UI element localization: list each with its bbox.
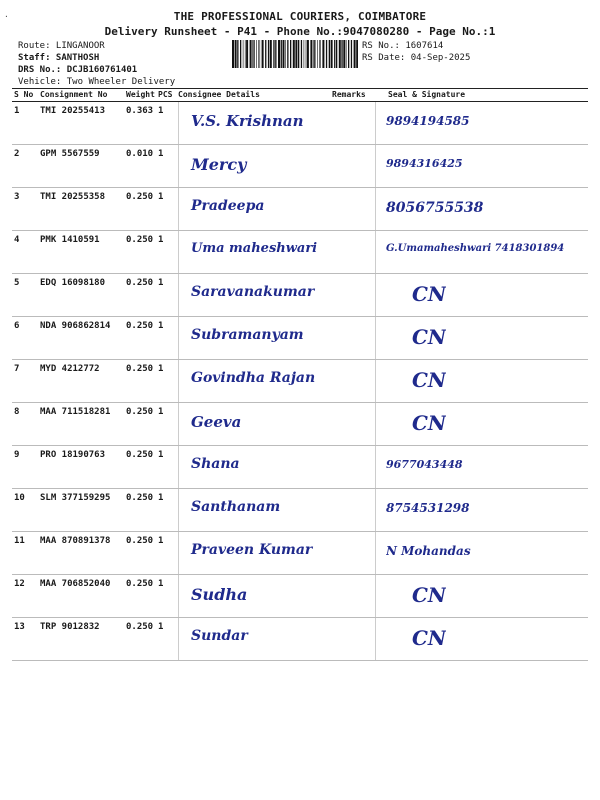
rs-date: RS Date: 04-Sep-2025 — [362, 53, 471, 63]
table-row — [12, 618, 588, 661]
cell-seal-signature — [375, 403, 588, 445]
col-sno: S No — [14, 90, 34, 99]
cell-weight: 0.250 — [126, 622, 154, 632]
handwritten-signature: 9677043448 — [386, 458, 463, 471]
cell-pcs: 1 — [158, 106, 164, 116]
handwritten-signature: 8056755538 — [386, 200, 484, 216]
barcode-bar — [351, 40, 352, 68]
cell-weight: 0.250 — [126, 235, 154, 245]
vehicle-label: Vehicle: Two Wheeler Delivery — [18, 77, 176, 87]
barcode-bar — [298, 40, 299, 68]
cell-sno: 10 — [14, 493, 25, 503]
barcode-bar — [307, 40, 309, 68]
cell-remarks — [333, 231, 375, 273]
barcode-bar — [275, 40, 276, 68]
cell-consignment: SLM 377159295 — [40, 493, 111, 503]
drs-label: DRS No.: DCJB160761401 — [18, 65, 138, 75]
handwritten-signature: CN — [412, 626, 447, 650]
handwritten-consignee-name: Sundar — [191, 628, 248, 644]
cell-weight: 0.250 — [126, 192, 154, 202]
barcode-bar — [317, 40, 318, 68]
cell-seal-signature — [375, 360, 588, 402]
cell-consignee — [178, 274, 333, 316]
cell-seal-signature — [375, 317, 588, 359]
barcode-bar — [268, 40, 269, 68]
barcode-bar — [301, 40, 302, 68]
cell-sno: 1 — [14, 106, 20, 116]
cell-seal-signature — [375, 145, 588, 187]
table-row — [12, 231, 588, 274]
table-header — [12, 88, 588, 102]
route-label: Route: LINGANOOR — [18, 41, 105, 51]
rs-number: RS No.: 1607614 — [362, 41, 444, 51]
rs-info — [362, 40, 470, 64]
barcode-bar — [237, 40, 238, 68]
barcode-bar — [336, 40, 337, 68]
barcode-bar — [235, 40, 237, 68]
barcode-bar — [293, 40, 295, 68]
handwritten-consignee-name: Mercy — [191, 155, 247, 174]
company-title: THE PROFESSIONAL COURIERS, COIMBATORE — [173, 10, 427, 23]
cell-consignment: PMK 1410591 — [40, 235, 100, 245]
cell-seal-signature — [375, 575, 588, 617]
cell-seal-signature — [375, 489, 588, 531]
handwritten-consignee-name: Geeva — [191, 413, 242, 431]
cell-weight: 0.250 — [126, 278, 154, 288]
cell-pcs: 1 — [158, 278, 164, 288]
barcode-bar — [354, 40, 356, 68]
barcode-bar — [319, 40, 320, 68]
cell-consignee — [178, 489, 333, 531]
cell-seal-signature — [375, 618, 588, 660]
handwritten-consignee-name: Uma maheshwari — [191, 241, 318, 256]
barcode-bar — [306, 40, 307, 68]
barcode-bar — [290, 40, 291, 68]
barcode-bar — [310, 40, 312, 68]
handwritten-consignee-name: Subramanyam — [191, 327, 304, 343]
barcode-bar — [339, 40, 341, 68]
cell-consignee — [178, 446, 333, 488]
barcode-bar — [258, 40, 259, 68]
barcode-bar — [314, 40, 315, 68]
barcode-bar — [273, 40, 274, 68]
cell-remarks — [333, 403, 375, 445]
cell-pcs: 1 — [158, 235, 164, 245]
handwritten-signature: G.Umamaheshwari 7418301894 — [386, 243, 565, 254]
cell-weight: 0.010 — [126, 149, 154, 159]
barcode-bar — [245, 40, 246, 68]
cell-pcs: 1 — [158, 493, 164, 503]
cell-weight: 0.250 — [126, 579, 154, 589]
barcode-bar — [285, 40, 286, 68]
cell-weight: 0.250 — [126, 364, 154, 374]
table-row — [12, 188, 588, 231]
cell-remarks — [333, 360, 375, 402]
cell-remarks — [333, 188, 375, 230]
handwritten-consignee-name: Govindha Rajan — [191, 370, 316, 386]
barcode-bar — [356, 40, 358, 68]
table-row — [12, 575, 588, 618]
cell-remarks — [333, 446, 375, 488]
handwritten-signature: CN — [412, 411, 447, 435]
cell-pcs: 1 — [158, 192, 164, 202]
cell-consignment: MAA 706852040 — [40, 579, 111, 589]
table-row — [12, 532, 588, 575]
cell-sno: 2 — [14, 149, 20, 159]
cell-consignment: TMI 20255358 — [40, 192, 106, 202]
barcode-bar — [232, 40, 234, 68]
barcode-bar — [329, 40, 330, 68]
cell-weight: 0.250 — [126, 493, 154, 503]
cell-remarks — [333, 102, 375, 144]
col-pcs: PCS — [158, 90, 173, 99]
cell-seal-signature — [375, 532, 588, 574]
barcode-bar — [331, 40, 333, 68]
cell-consignment: TMI 20255413 — [40, 106, 106, 116]
runsheet-header — [0, 10, 600, 38]
table-row — [12, 360, 588, 403]
cell-pcs: 1 — [158, 622, 164, 632]
cell-seal-signature — [375, 274, 588, 316]
handwritten-signature: N Mohandas — [386, 544, 471, 558]
cell-sno: 13 — [14, 622, 25, 632]
table-body — [12, 102, 588, 661]
barcode-bar — [260, 40, 261, 68]
cell-weight: 0.250 — [126, 321, 154, 331]
handwritten-consignee-name: Shana — [191, 456, 240, 472]
table-row — [12, 403, 588, 446]
barcode-bar — [326, 40, 327, 68]
cell-remarks — [333, 317, 375, 359]
handwritten-signature: CN — [412, 325, 447, 349]
staff-label: Staff: SANTHOSH — [18, 53, 100, 63]
barcode-bar — [270, 40, 272, 68]
table-row — [12, 102, 588, 145]
runsheet-table — [12, 88, 588, 661]
handwritten-signature: CN — [412, 368, 447, 392]
barcode-bar — [343, 40, 345, 68]
col-weight: Weight — [126, 90, 155, 99]
cell-sno: 7 — [14, 364, 20, 374]
cell-consignee — [178, 403, 333, 445]
handwritten-signature: 9894316425 — [386, 157, 463, 170]
cell-sno: 8 — [14, 407, 20, 417]
barcode-bar — [287, 40, 288, 68]
cell-sno: 4 — [14, 235, 20, 245]
barcode-bar — [313, 40, 314, 68]
cell-remarks — [333, 575, 375, 617]
barcode-bar — [281, 40, 282, 68]
cell-consignee — [178, 145, 333, 187]
runsheet-subtitle: Delivery Runsheet - P41 - Phone No.:9047080280 - Page No.:1 — [104, 25, 496, 38]
cell-consignee — [178, 188, 333, 230]
table-row — [12, 274, 588, 317]
cell-consignment: MAA 711518281 — [40, 407, 111, 417]
table-row — [12, 317, 588, 360]
barcode-bar — [253, 40, 254, 68]
col-consignment: Consignment No — [40, 90, 108, 99]
barcode-bar — [240, 40, 241, 68]
handwritten-signature: 9894194585 — [386, 114, 470, 128]
cell-consignment: EDQ 16098180 — [40, 278, 106, 288]
barcode-bar — [304, 40, 305, 68]
cell-sno: 11 — [14, 536, 25, 546]
cell-consignment: MYD 4212772 — [40, 364, 100, 374]
cell-consignee — [178, 231, 333, 273]
cell-seal-signature — [375, 188, 588, 230]
barcode-bar — [243, 40, 244, 68]
cell-sno: 9 — [14, 450, 20, 460]
cell-consignment: MAA 870891378 — [40, 536, 111, 546]
cell-weight: 0.363 — [126, 106, 154, 116]
barcode-bar — [295, 40, 297, 68]
cell-consignee — [178, 317, 333, 359]
cell-consignee — [178, 360, 333, 402]
cell-consignee — [178, 102, 333, 144]
barcode-bar — [278, 40, 280, 68]
cell-consignee — [178, 618, 333, 660]
handwritten-consignee-name: Saravanakumar — [191, 284, 315, 300]
barcode-bar — [283, 40, 285, 68]
barcode-bar — [322, 40, 324, 68]
cell-consignee — [178, 575, 333, 617]
barcode-bar — [256, 40, 257, 68]
barcode — [232, 40, 358, 68]
route-info — [18, 40, 175, 88]
cell-consignment: NDA 906862814 — [40, 321, 111, 331]
corner-mark: · — [4, 12, 9, 21]
cell-consignment: PRO 18190763 — [40, 450, 106, 460]
cell-sno: 3 — [14, 192, 20, 202]
barcode-bar — [348, 40, 349, 68]
cell-consignment: GPM 5567559 — [40, 149, 100, 159]
cell-remarks — [333, 532, 375, 574]
cell-seal-signature — [375, 231, 588, 273]
barcode-bar — [341, 40, 342, 68]
barcode-bar — [265, 40, 266, 68]
table-row — [12, 145, 588, 188]
handwritten-signature: 8754531298 — [386, 501, 470, 515]
cell-consignee — [178, 532, 333, 574]
cell-sno: 6 — [14, 321, 20, 331]
cell-pcs: 1 — [158, 407, 164, 417]
handwritten-signature: CN — [412, 583, 447, 607]
col-remarks: Remarks — [332, 90, 366, 99]
cell-remarks — [333, 489, 375, 531]
cell-sno: 5 — [14, 278, 20, 288]
cell-weight: 0.250 — [126, 407, 154, 417]
cell-remarks — [333, 618, 375, 660]
barcode-bar — [334, 40, 335, 68]
cell-seal-signature — [375, 102, 588, 144]
cell-remarks — [333, 274, 375, 316]
table-row — [12, 446, 588, 489]
cell-sno: 12 — [14, 579, 25, 589]
cell-pcs: 1 — [158, 364, 164, 374]
cell-pcs: 1 — [158, 321, 164, 331]
handwritten-consignee-name: Santhanam — [191, 499, 281, 515]
cell-pcs: 1 — [158, 149, 164, 159]
handwritten-consignee-name: Sudha — [191, 585, 248, 604]
cell-pcs: 1 — [158, 536, 164, 546]
barcode-bar — [252, 40, 253, 68]
cell-pcs: 1 — [158, 579, 164, 589]
col-consignee: Consignee Details — [178, 90, 260, 99]
barcode-bar — [246, 40, 248, 68]
handwritten-signature: CN — [412, 282, 447, 306]
barcode-bar — [346, 40, 347, 68]
cell-weight: 0.250 — [126, 536, 154, 546]
barcode-bar — [320, 40, 321, 68]
cell-remarks — [333, 145, 375, 187]
cell-seal-signature — [375, 446, 588, 488]
cell-consignment: TRP 9012832 — [40, 622, 100, 632]
table-row — [12, 489, 588, 532]
barcode-bar — [262, 40, 264, 68]
handwritten-consignee-name: V.S. Krishnan — [191, 112, 304, 130]
handwritten-consignee-name: Praveen Kumar — [191, 542, 313, 558]
col-seal-signature: Seal & Signature — [388, 90, 466, 99]
handwritten-consignee-name: Pradeepa — [191, 198, 265, 214]
cell-weight: 0.250 — [126, 450, 154, 460]
barcode-bar — [250, 40, 252, 68]
cell-pcs: 1 — [158, 450, 164, 460]
